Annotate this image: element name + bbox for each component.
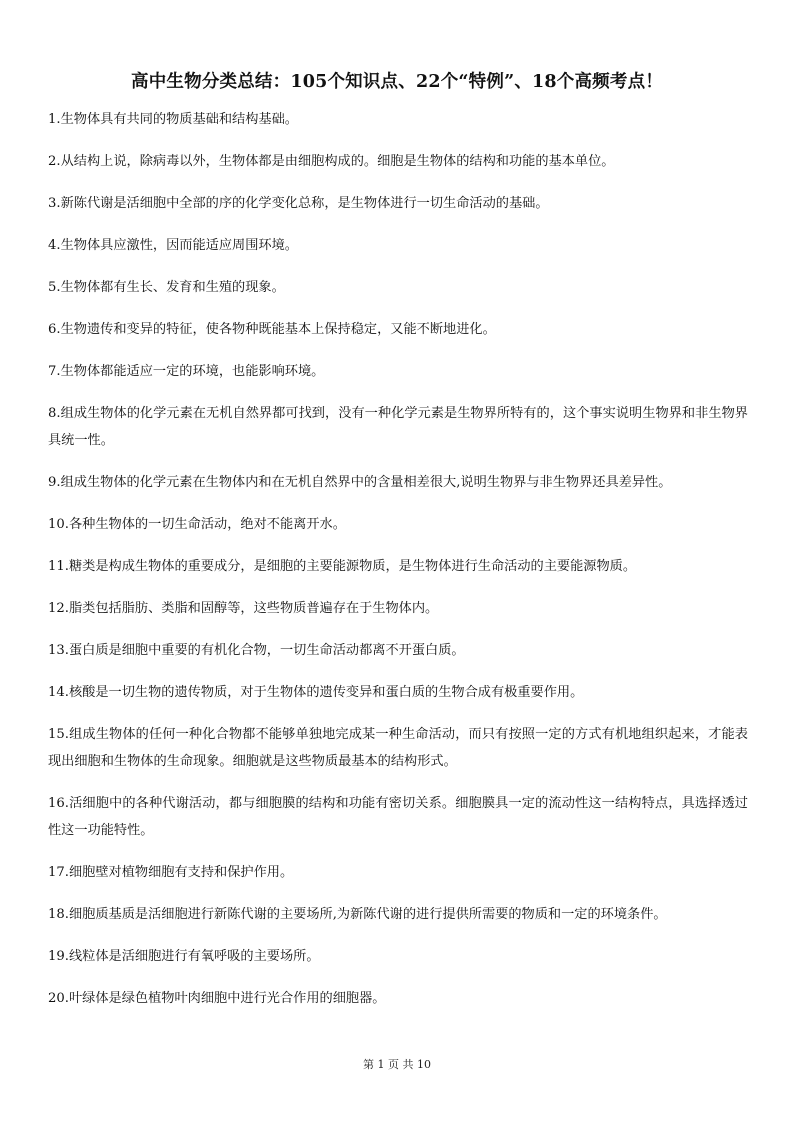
list-item: 17.细胞壁对植物细胞有支持和保护作用。 bbox=[48, 865, 294, 880]
list-item: 3.新陈代谢是活细胞中全部的序的化学变化总称，是生物体进行一切生命活动的基础。 bbox=[48, 196, 549, 211]
list-item: 6.生物遗传和变异的特征，使各物种既能基本上保持稳定，又能不断地进化。 bbox=[48, 322, 496, 337]
list-item: 2.从结构上说，除病毒以外，生物体都是由细胞构成的。细胞是生物体的结构和功能的基本单位。 bbox=[48, 154, 615, 169]
list-item: 13.蛋白质是细胞中重要的有机化合物，一切生命活动都离不开蛋白质。 bbox=[48, 643, 465, 658]
list-item: 10.各种生物体的一切生命活动，绝对不能离开水。 bbox=[48, 517, 346, 532]
list-item: 5.生物体都有生长、发育和生殖的现象。 bbox=[48, 280, 285, 295]
list-item: 4.生物体具应激性，因而能适应周围环境。 bbox=[48, 238, 298, 253]
list-item: 20.叶绿体是绿色植物叶肉细胞中进行光合作用的细胞器。 bbox=[48, 991, 386, 1006]
list-item: 12.脂类包括脂肪、类脂和固醇等，这些物质普遍存在于生物体内。 bbox=[48, 601, 439, 616]
list-item: 19.线粒体是活细胞进行有氧呼吸的主要场所。 bbox=[48, 949, 320, 964]
list-item: 9.组成生物体的化学元素在生物体内和在无机自然界中的含量相差很大,说明生物界与非生物界还具差异性。 bbox=[48, 475, 672, 490]
list-item: 14.核酸是一切生物的遗传物质，对于生物体的遗传变异和蛋白质的生物合成有极重要作用。 bbox=[48, 685, 584, 700]
list-item: 7.生物体都能适应一定的环境，也能影响环境。 bbox=[48, 364, 325, 379]
list-item: 11.糖类是构成生物体的重要成分，是细胞的主要能源物质，是生物体进行生命活动的主要能源物质。 bbox=[48, 559, 637, 574]
list-item: 16.活细胞中的各种代谢活动，都与细胞膜的结构和功能有密切关系。细胞膜具一定的流动性这一结构特点，具选择透过性这一功能特性。 bbox=[48, 796, 748, 838]
list-item: 18.细胞质基质是活细胞进行新陈代谢的主要场所,为新陈代谢的进行提供所需要的物质和一定的环境条件。 bbox=[48, 907, 667, 922]
page-number: 第 1 页 共 10 bbox=[363, 1058, 431, 1071]
list-item: 8.组成生物体的化学元素在无机自然界都可找到，没有一种化学元素是生物界所特有的，这个事实说明生物界和非生物界具统一性。 bbox=[48, 406, 748, 448]
page-title: 高中生物分类总结：105个知识点、22个“特例”、18个高频考点！ bbox=[131, 72, 663, 92]
list-item: 15.组成生物体的任何一种化合物都不能够单独地完成某一种生命活动，而只有按照一定的方式有机地组织起来，才能表现出细胞和生物体的生命现象。细胞就是这些物质最基本的结构形式。 bbox=[48, 727, 748, 769]
knowledge-list bbox=[48, 106, 748, 1027]
list-item: 1.生物体具有共同的物质基础和结构基础。 bbox=[48, 112, 298, 127]
